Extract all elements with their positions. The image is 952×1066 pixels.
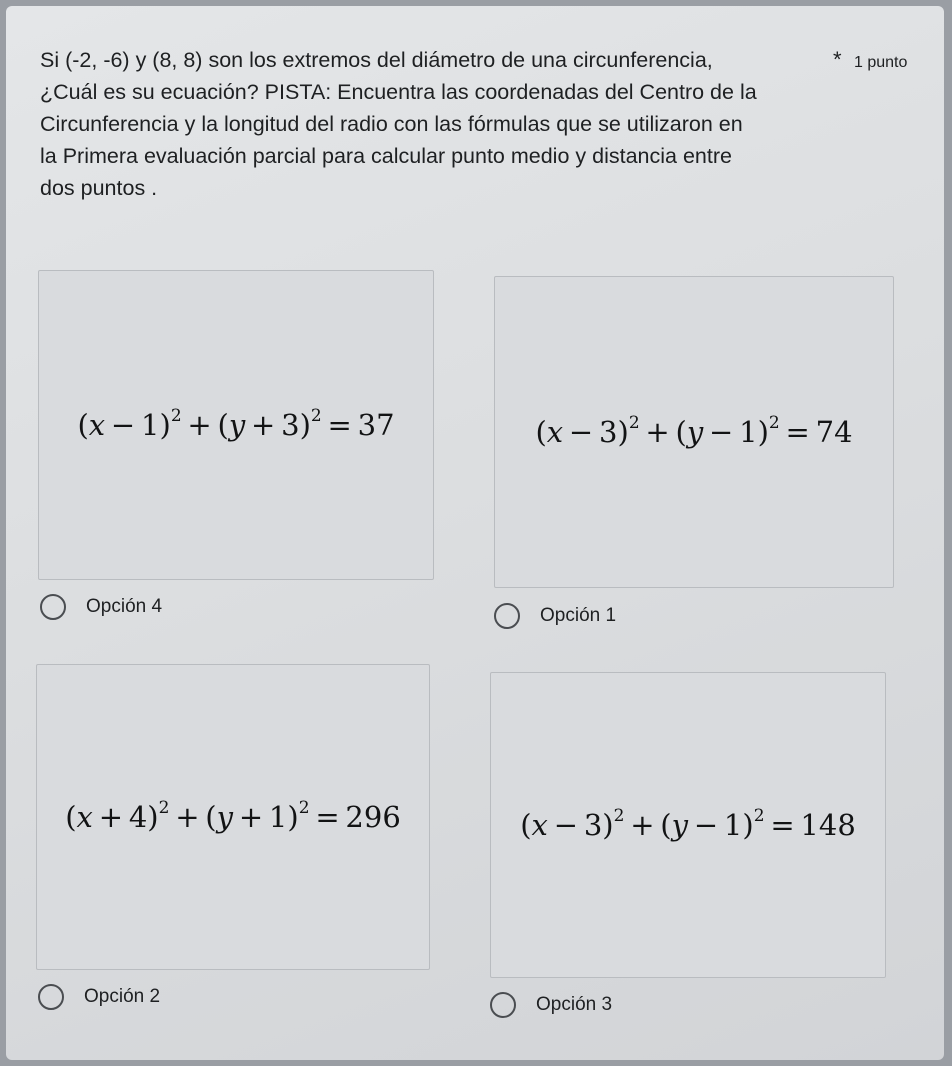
- option-2-label[interactable]: Opción 2: [84, 986, 161, 1007]
- option-2-radio-row[interactable]: [38, 984, 160, 1010]
- option-1-label[interactable]: Opción 1: [540, 605, 617, 626]
- option-4-label[interactable]: Opción 4: [86, 596, 163, 617]
- option-3-label[interactable]: Opción 3: [536, 994, 613, 1015]
- option-2-image[interactable]: [36, 664, 430, 970]
- question-line: Si (-2, -6) y (8, 8) son los extremos del diámetro de una circunferencia,: [40, 48, 713, 72]
- option-3-radio-row[interactable]: [490, 992, 612, 1018]
- option-1-formula: $(x - 3)^2 + (y - 1)^2 = 74$: [535, 413, 853, 449]
- required-marker: *: [833, 47, 842, 72]
- option-2-radio[interactable]: [38, 984, 64, 1010]
- question-line: dos puntos .: [40, 176, 158, 200]
- option-2-formula: $(x + 4)^2 + (y + 1)^2 = 296$: [65, 798, 401, 834]
- option-3-formula: $(x - 3)^2 + (y - 1)^2 = 148$: [520, 806, 856, 842]
- points-label: 1 punto: [854, 54, 908, 71]
- option-4-radio[interactable]: [40, 594, 66, 620]
- option-1-radio-row[interactable]: [494, 603, 616, 629]
- question-line: Circunferencia y la longitud del radio con las fórmulas que se utilizaron en: [40, 112, 743, 136]
- option-3-radio[interactable]: [490, 992, 516, 1018]
- option-1-radio[interactable]: [494, 603, 520, 629]
- option-4-formula: $(x - 1)^2 + (y + 3)^2 = 37$: [77, 406, 395, 442]
- option-3-image[interactable]: [490, 672, 886, 978]
- question-text: [40, 44, 830, 204]
- option-4-image[interactable]: [38, 270, 434, 580]
- option-4-radio-row[interactable]: [40, 594, 162, 620]
- question-line: la Primera evaluación parcial para calcular punto medio y distancia entre: [40, 144, 732, 168]
- question-line: ¿Cuál es su ecuación? PISTA: Encuentra las coordenadas del Centro de la: [40, 80, 757, 104]
- question-card: [6, 6, 944, 1060]
- option-1-image[interactable]: [494, 276, 894, 588]
